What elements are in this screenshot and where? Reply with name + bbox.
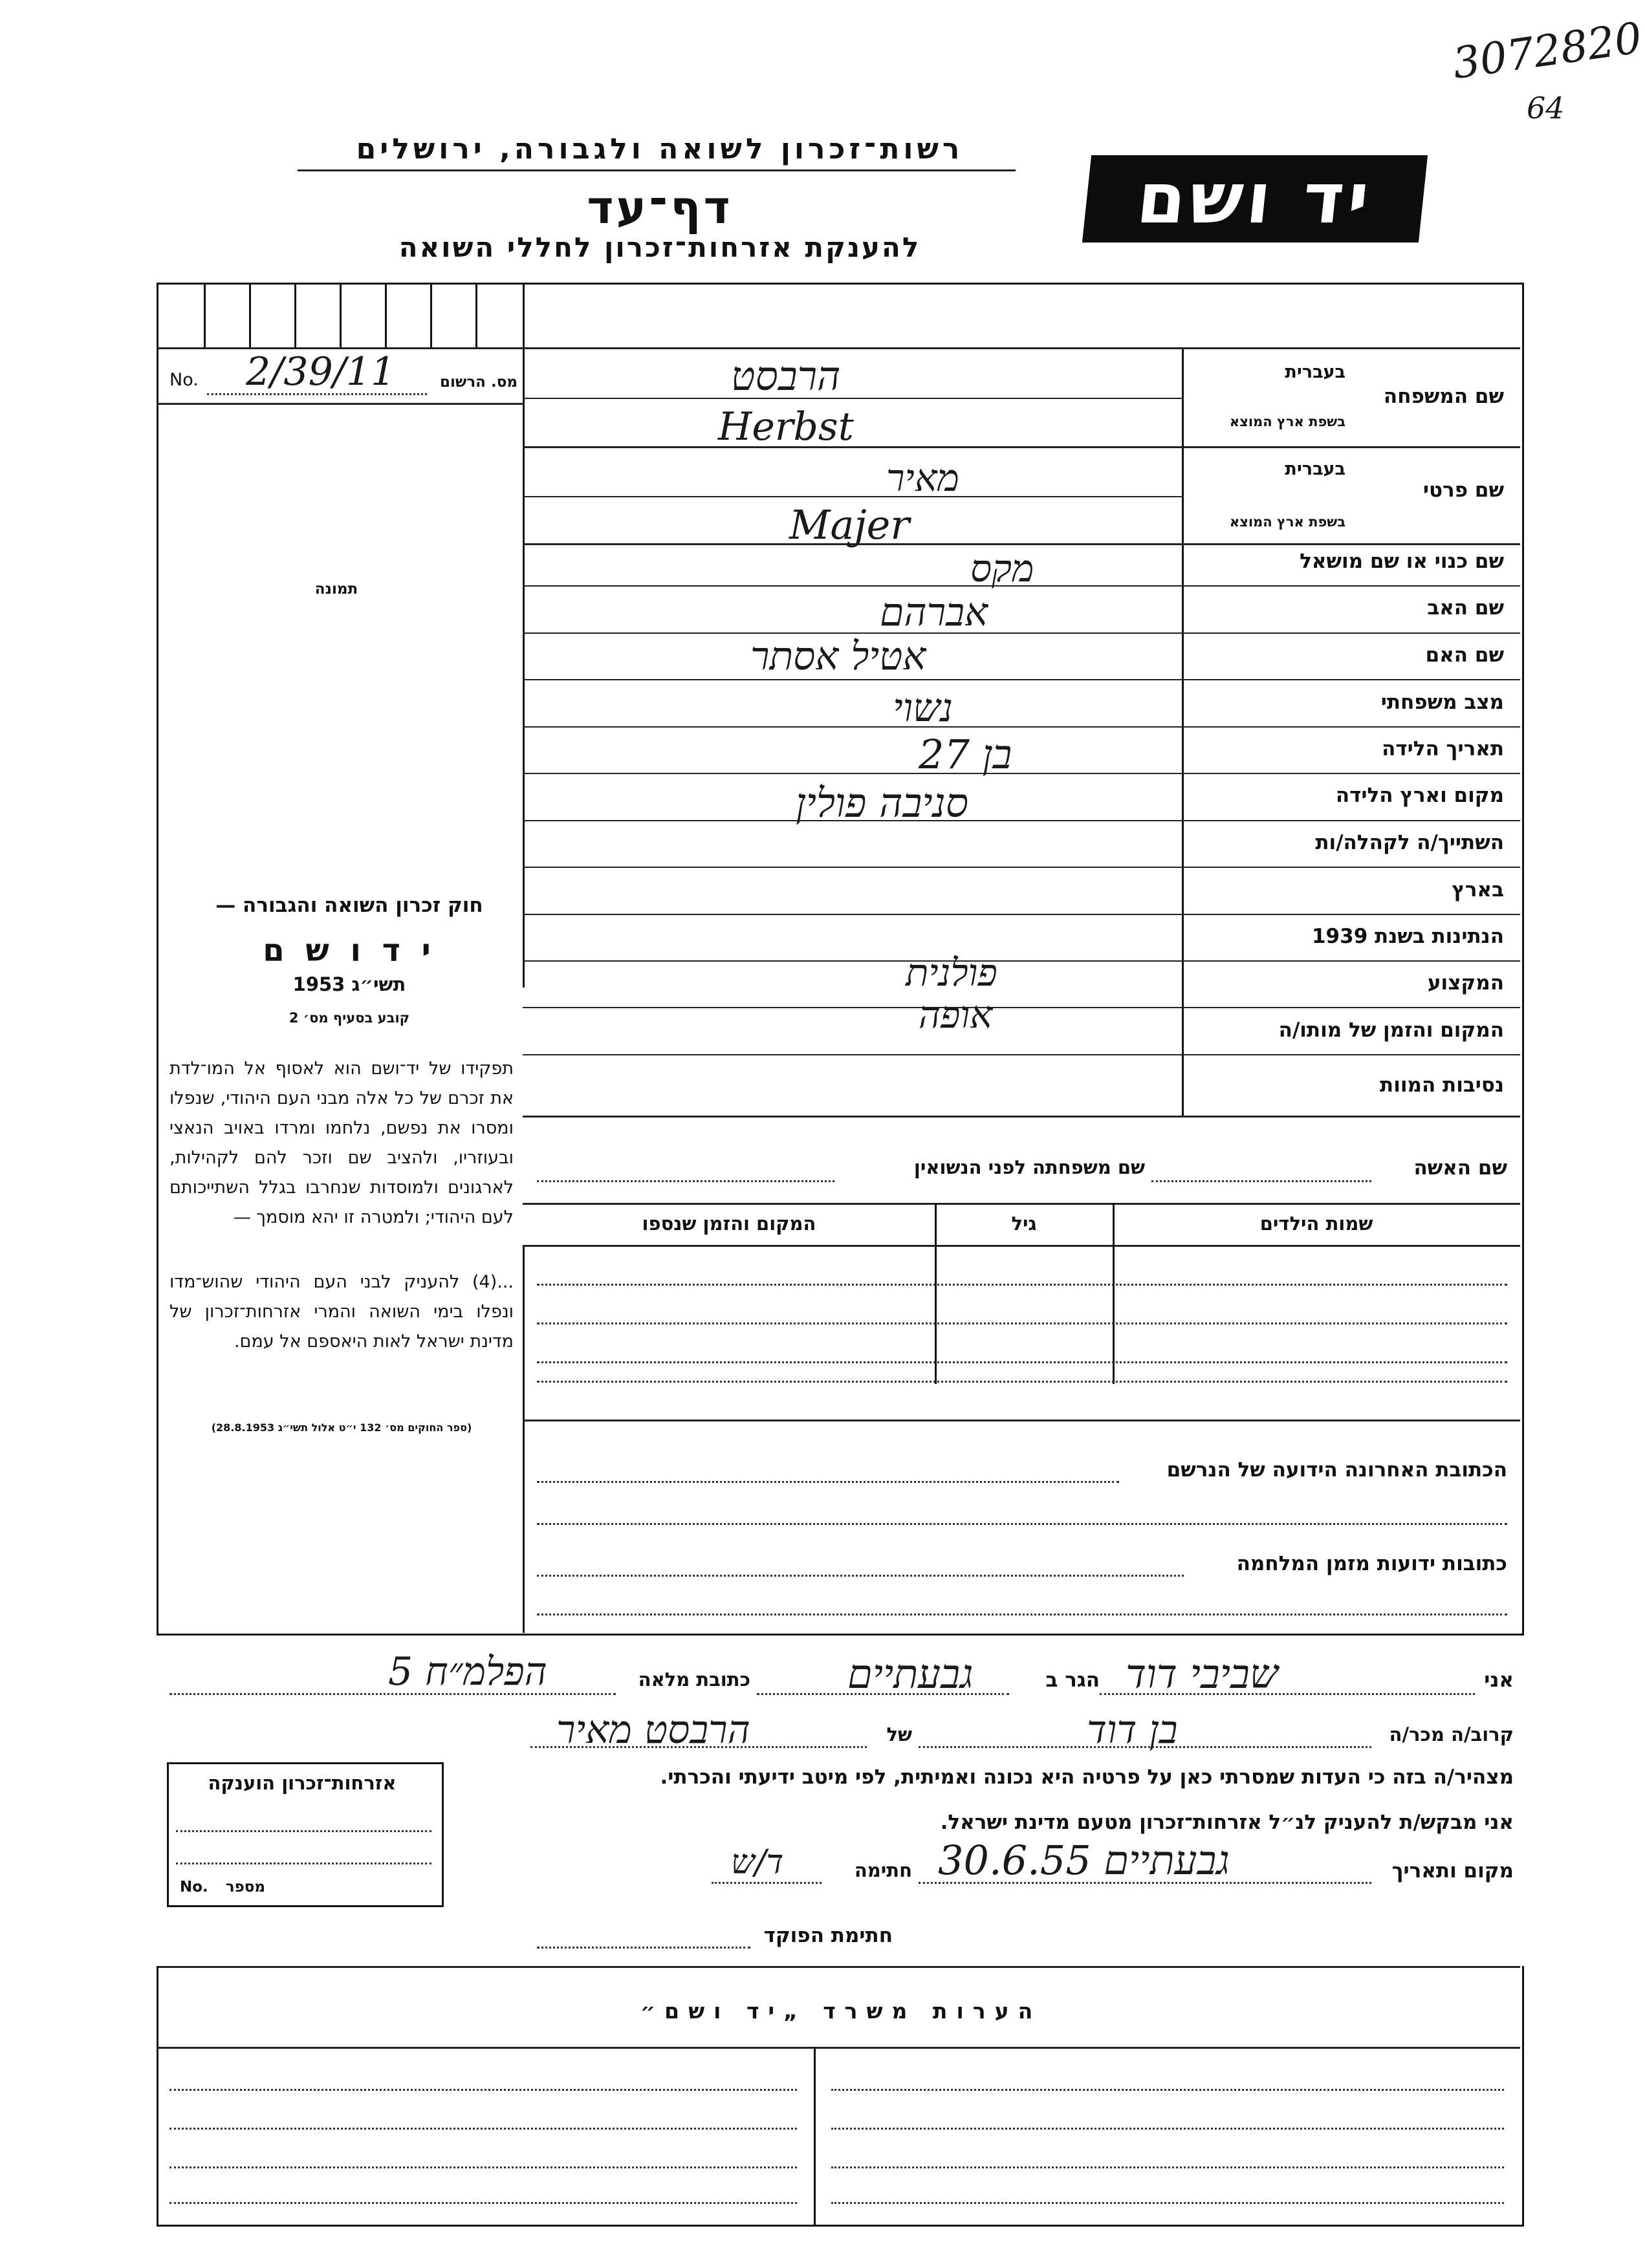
- first-name-hebrew-value[interactable]: מאיר: [886, 456, 959, 500]
- last-known-address-label: הכתובת האחרונה הידועה של הנרשם: [1166, 1458, 1507, 1482]
- children-table-header-line: [523, 1245, 1520, 1247]
- of-label: של: [886, 1723, 912, 1745]
- relative-value[interactable]: בן דוד: [1087, 1707, 1178, 1753]
- place-date-label: מקום ותאריך: [1391, 1859, 1514, 1883]
- signature-dotline: [712, 1882, 822, 1884]
- country-label: בארץ: [1452, 878, 1504, 902]
- office-notes-row: [831, 2089, 1504, 2091]
- row-line: [523, 914, 1520, 915]
- declaration-statement-2: אני מבקש/ת להעניק לנ״ל אזרחות־זכרון מטעם מדינת ישראל.: [940, 1811, 1514, 1834]
- row-line: [523, 773, 1520, 774]
- children-row: [537, 1323, 1507, 1324]
- row-line: [523, 398, 1182, 399]
- law-year: תשי״ג 1953: [292, 973, 406, 995]
- row-line: [523, 632, 1520, 634]
- reg-grid-cell: [430, 285, 432, 347]
- wartime-addresses-label: כתובות ידועות מזמן המלחמה: [1236, 1552, 1507, 1575]
- birth-place-label: מקום וארץ הלידה: [1335, 784, 1504, 807]
- granted-number-label: מספר: [225, 1879, 265, 1895]
- reg-grid-cell: [340, 285, 342, 347]
- office-notes-line: [157, 2047, 1520, 2049]
- of-dotline: [530, 1746, 867, 1748]
- registration-label: מס. הרשום: [439, 374, 517, 391]
- last-address-dotline: [537, 1481, 1119, 1483]
- registration-dotline: [207, 393, 427, 395]
- place-date-value[interactable]: גבעתיים 30.6.55: [938, 1837, 1230, 1884]
- place-date-dotline: [919, 1882, 1371, 1884]
- family-name-label: שם המשפחה: [1383, 385, 1504, 408]
- row-line: [523, 679, 1520, 680]
- org-line: רשות־זכרון לשואה ולגבורה, ירושלים: [356, 133, 964, 166]
- death-circumstances-label: נסיבות המוות: [1380, 1074, 1504, 1097]
- reg-grid-cell: [249, 285, 251, 347]
- declarant-label: אני: [1484, 1669, 1514, 1692]
- office-notes-row: [169, 2166, 797, 2168]
- law-heading: חוק זכרון השואה והגבורה —: [215, 894, 483, 917]
- row-line: [523, 543, 1520, 545]
- registration-no-label: No.: [169, 370, 199, 390]
- law-citation: (ספר החוקים מס׳ 132 י״ט אלול תשי״ג 28.8.1953): [211, 1421, 472, 1434]
- reg-grid-cell: [475, 285, 477, 347]
- resident-value[interactable]: גבעתיים: [847, 1650, 974, 1698]
- children-header-place: המקום והזמן שנספו: [642, 1213, 816, 1235]
- father-label: שם האב: [1427, 596, 1504, 620]
- mother-value[interactable]: אטיל אסתר: [750, 634, 926, 679]
- form-title: דף־עד: [587, 181, 733, 234]
- law-clause: קובע בסעיף מס׳ 2: [289, 1010, 410, 1026]
- full-address-value[interactable]: הפלמ״ח 5: [388, 1649, 547, 1694]
- full-address-label: כתובת מלאה: [638, 1669, 750, 1690]
- marital-status-label: מצב משפחתי: [1380, 691, 1504, 714]
- row-line: [523, 867, 1520, 868]
- row-line: [523, 446, 1520, 448]
- children-row: [537, 1284, 1507, 1286]
- reg-grid-cell: [204, 285, 206, 347]
- granted-box-title: אזרחות־זכרון הוענקה: [208, 1772, 397, 1794]
- row-line: [523, 496, 1182, 497]
- office-notes-divider: [814, 2047, 816, 2227]
- law-paragraph-2: ...(4) להעניק לבני העם היהודי שהוש־מדו ונפלו בימי השואה והמרי אזרחות־זכרון של מדינת ישראל לאות היאספם אל עמם.: [169, 1272, 514, 1352]
- row-line: [523, 820, 1520, 821]
- children-header-names: שמות הילדים: [1259, 1213, 1373, 1235]
- relative-label: קרוב/ה מכר/ה: [1389, 1723, 1514, 1745]
- children-row: [537, 1361, 1507, 1363]
- reg-grid-cell: [385, 285, 387, 347]
- community-label: השתייך/ה לקהלה/ות: [1315, 831, 1504, 854]
- row-line: [523, 1116, 1520, 1118]
- granted-dotline-2: [176, 1863, 431, 1864]
- first-name-sub-hebrew: בעברית: [1285, 459, 1345, 479]
- registration-number[interactable]: 2/39/11: [246, 349, 396, 394]
- full-address-dotline: [169, 1693, 616, 1695]
- declarant-dotline: [1100, 1693, 1475, 1695]
- label-divider: [1182, 347, 1184, 1116]
- profession-label: המקצוע: [1427, 971, 1504, 995]
- row-line: [523, 960, 1520, 962]
- declarant-name[interactable]: שביבי דוד: [1126, 1650, 1278, 1698]
- father-value[interactable]: אברהם: [880, 590, 988, 635]
- office-notes-box: [157, 1966, 1524, 2227]
- marital-status-value[interactable]: נשוי: [893, 686, 953, 731]
- first-name-sub-origin: בשפת ארץ המוצא: [1229, 514, 1345, 530]
- death-place-label: המקום והזמן של מותו/ה: [1278, 1019, 1504, 1042]
- form-subtitle: להענקת אזרחות־זכרון לחללי השואה: [398, 232, 921, 263]
- main-divider: [523, 283, 525, 988]
- photo-label: תמונה: [314, 581, 358, 598]
- family-name-sub-hebrew: בעברית: [1285, 362, 1345, 382]
- birth-date-label: תאריך הלידה: [1382, 737, 1504, 761]
- family-name-hebrew-value[interactable]: הרבסט: [731, 352, 841, 400]
- maiden-dotline: [537, 1180, 834, 1182]
- of-value[interactable]: הרבסט מאיר: [556, 1707, 750, 1753]
- signature-value[interactable]: ד/ש: [731, 1843, 784, 1882]
- main-divider-lower: [523, 1245, 525, 1633]
- wife-label: שם האשה: [1413, 1156, 1507, 1180]
- row-line: [523, 726, 1520, 728]
- reg-grid-cell: [294, 285, 296, 347]
- office-notes-row: [169, 2089, 797, 2091]
- office-notes-title: הערות משרד „יד ושם״: [640, 1998, 1042, 2024]
- resident-label: הגר ב: [1045, 1669, 1100, 1692]
- law-paragraph-1: תפקידו של יד־ושם הוא לאסוף אל המו־לדת את זכרם של כל אלה מבני העם היהודי, שנפלו ומסרו את נפשם, נלחמו ומרדו באויב הנאצי ובעוזריו, ולהציב שם וזכר להם לקהילות, לארגונים ולמוסדות שנחרבו בגלל השתייכותם לעם היהודי; ולמטרה זו יהא מוסמך —: [169, 1059, 514, 1227]
- org-underline: [298, 169, 1016, 171]
- first-name-label: שם פרטי: [1422, 479, 1504, 502]
- citizenship-label: הנתינות בשנת 1939: [1311, 925, 1504, 948]
- relative-dotline: [919, 1746, 1371, 1748]
- children-col-divider: [1113, 1203, 1115, 1384]
- row-line: [523, 1054, 1520, 1055]
- mother-label: שם האם: [1425, 643, 1504, 667]
- birth-place-value[interactable]: סניבה פולין: [796, 779, 969, 826]
- office-notes-row: [831, 2166, 1504, 2168]
- maiden-name-label: שם משפחתה לפני הנשואין: [913, 1156, 1145, 1178]
- row-line: [523, 347, 1520, 349]
- family-name-sub-origin: בשפת ארץ המוצא: [1229, 414, 1345, 429]
- birth-date-value[interactable]: בן 27: [919, 731, 1012, 778]
- nickname-value[interactable]: מקס: [970, 546, 1034, 590]
- law-name: י ד ו ש ם: [263, 933, 436, 969]
- officer-signature-label: חתימת הפוקד: [763, 1924, 893, 1947]
- children-row: [537, 1381, 1507, 1383]
- resident-dotline: [757, 1693, 1009, 1695]
- office-notes-row: [831, 2202, 1504, 2204]
- granted-no-label: No.: [180, 1879, 208, 1895]
- office-notes-row: [831, 2128, 1504, 2130]
- signature-label: חתימה: [854, 1859, 912, 1881]
- last-address-dotline-2: [537, 1523, 1507, 1525]
- granted-dotline: [176, 1830, 431, 1832]
- family-name-origin-value[interactable]: Herbst: [718, 404, 854, 449]
- yad-vashem-logo: יד ושם: [1082, 155, 1428, 243]
- office-notes-row: [169, 2128, 797, 2130]
- officer-dotline: [537, 1947, 750, 1949]
- citizenship-value[interactable]: פולנית: [906, 951, 997, 995]
- reg-bottom-line: [157, 403, 523, 405]
- row-line: [523, 1007, 1520, 1008]
- archive-number: 3072820: [1450, 12, 1645, 89]
- children-header-age: גיל: [1011, 1213, 1037, 1235]
- wife-dotline: [1151, 1180, 1371, 1182]
- first-name-origin-value[interactable]: Majer: [789, 501, 910, 548]
- children-table-bottom: [523, 1420, 1520, 1421]
- office-notes-row: [169, 2202, 797, 2204]
- children-table-top: [523, 1203, 1520, 1205]
- declaration-statement-1: מצהיר/ה בזה כי העדות שמסרתי כאן על פרטיה היא נכונה ואמיתית, לפי מיטב ידיעתי והכרתי.: [660, 1766, 1514, 1789]
- page-note: 64: [1527, 91, 1565, 125]
- nickname-label: שם כנוי או שם מושאל: [1300, 550, 1504, 573]
- profession-value[interactable]: אופה: [919, 993, 993, 1037]
- wartime-dotline: [537, 1575, 1184, 1577]
- wartime-dotline-2: [537, 1614, 1507, 1615]
